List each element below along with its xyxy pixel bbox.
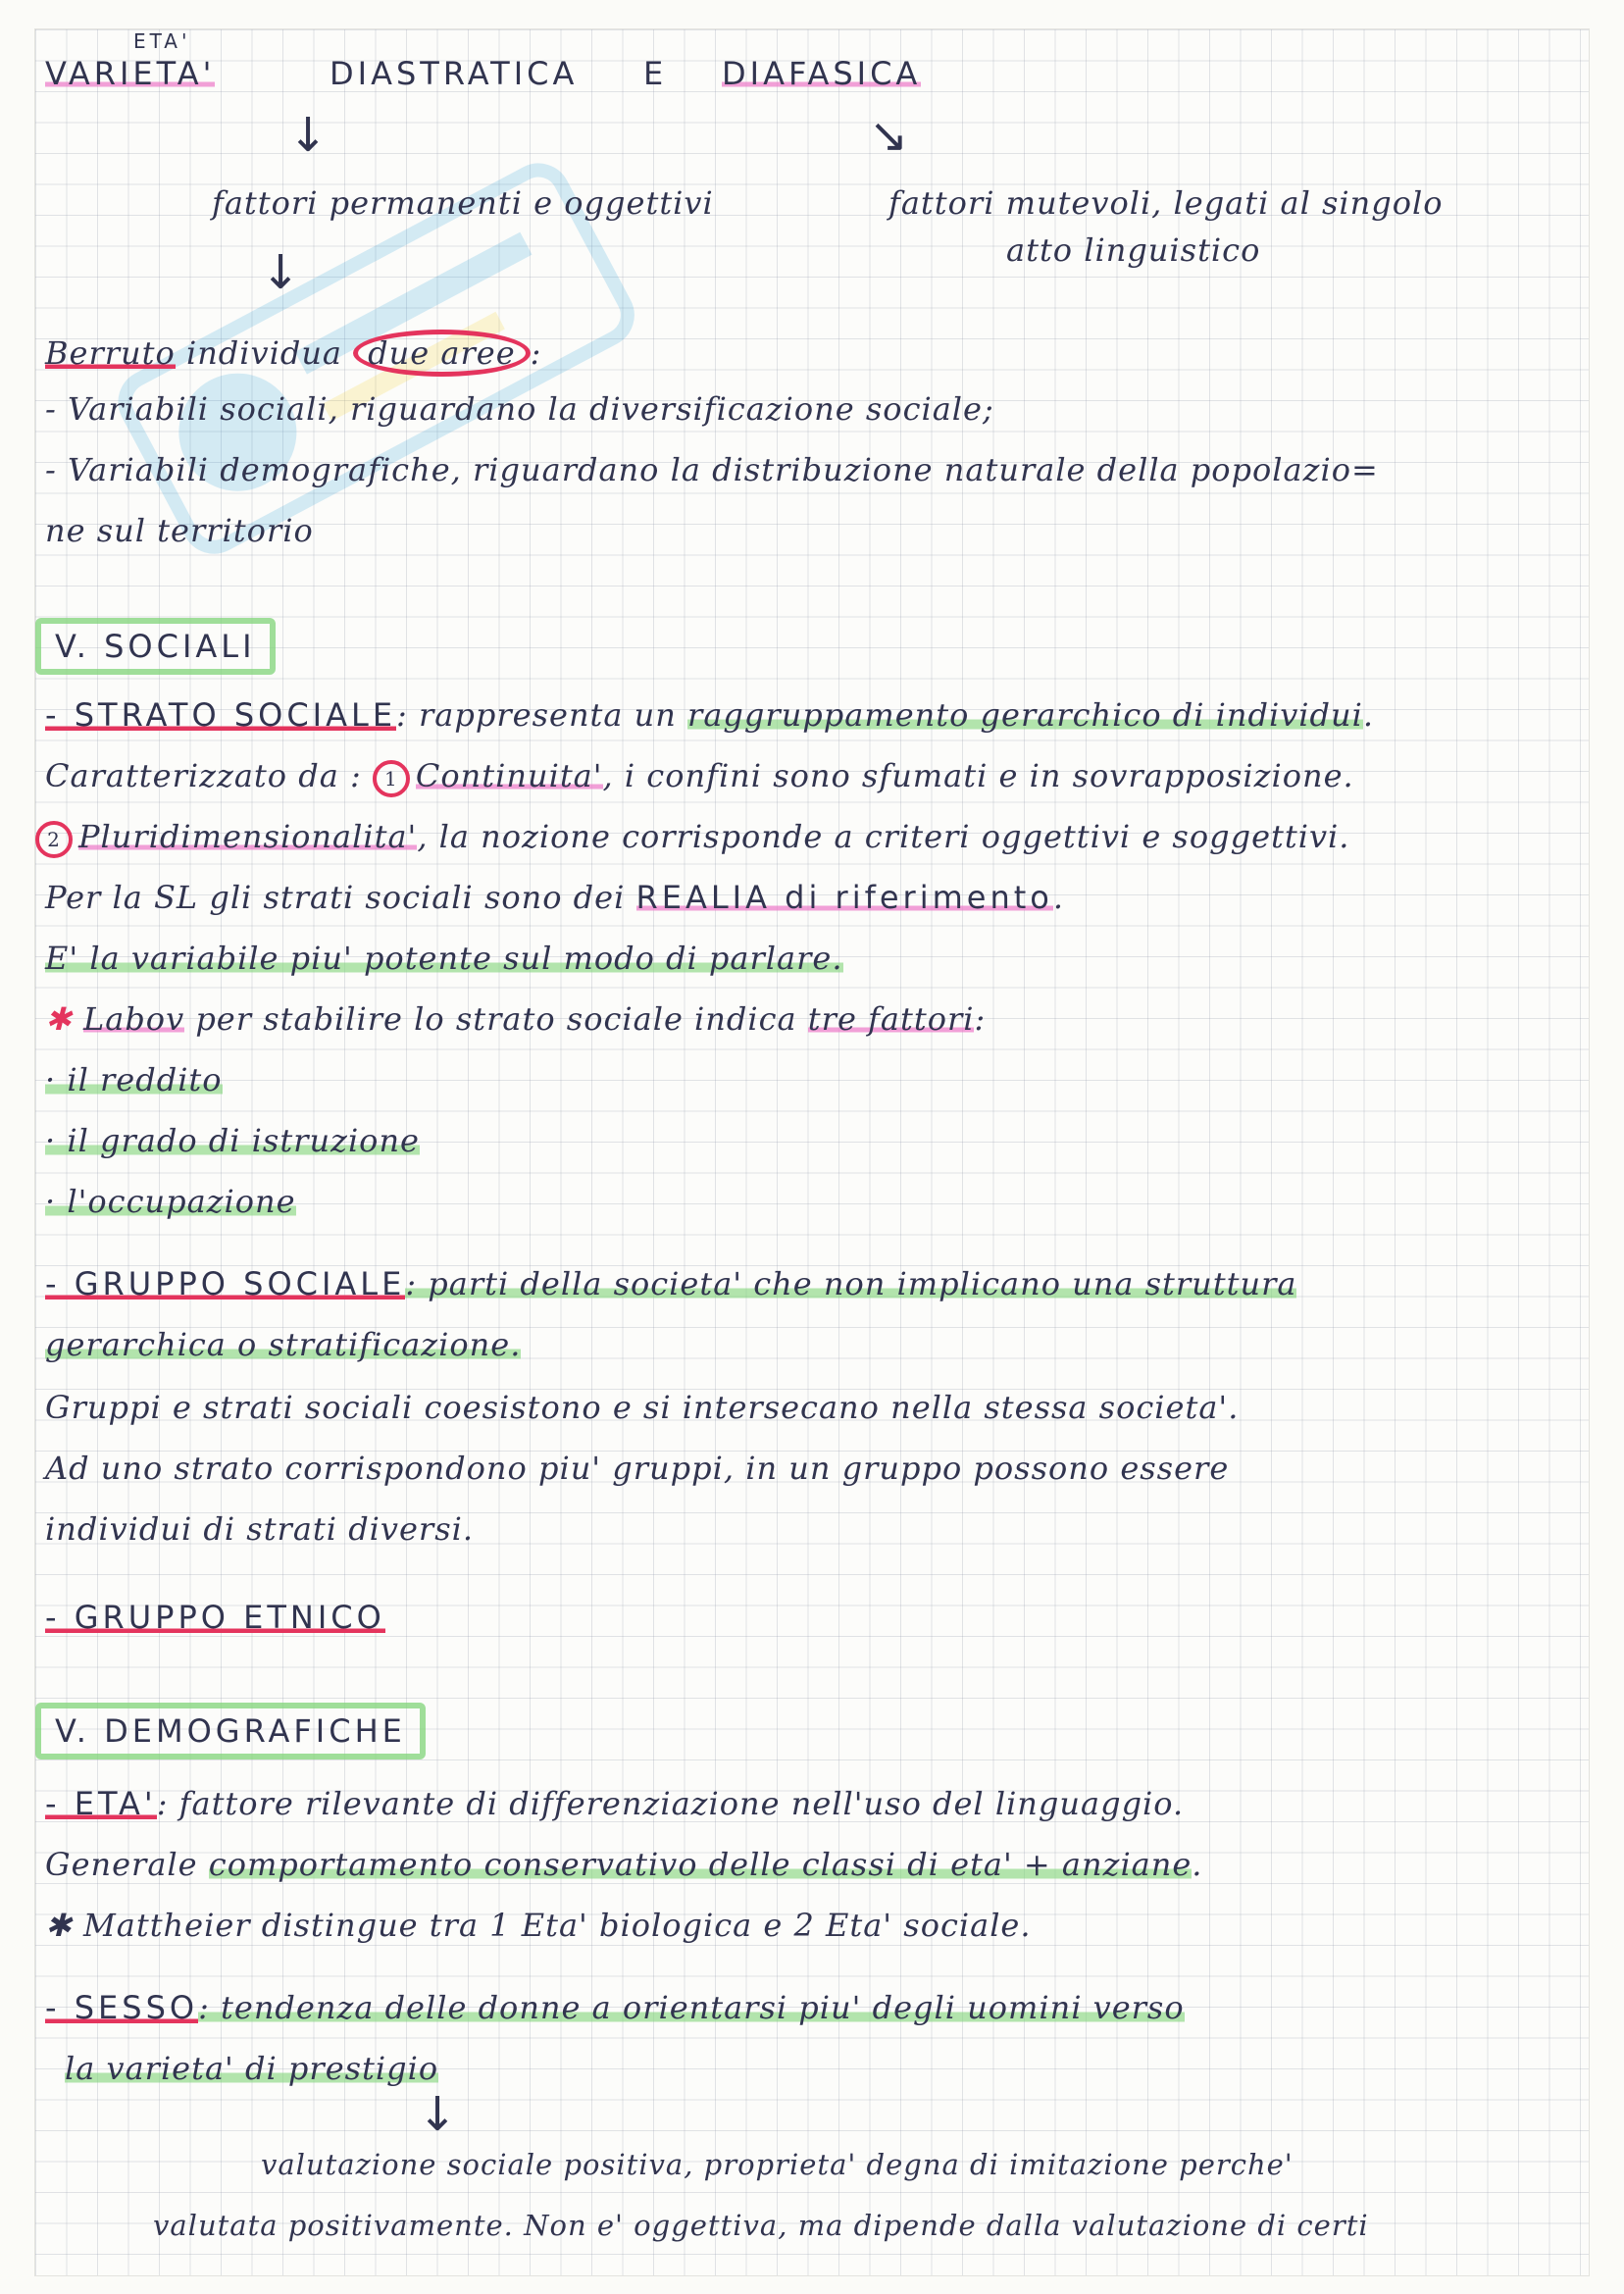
realia-line: Per la SL gli strati sociali sono dei REALIA di riferimento. xyxy=(45,879,1065,916)
right-note-2: atto linguistico xyxy=(1006,231,1261,269)
title-e: E xyxy=(643,55,668,92)
circled-number-1: 1 xyxy=(373,760,410,797)
variabile-line: E' la variabile piu' potente sul modo di parlare. xyxy=(45,940,843,977)
title-diastratica: DIASTRATICA xyxy=(330,55,579,92)
eta-line: - ETA': fattore rilevante di differenziazione nell'uso del linguaggio. xyxy=(45,1785,1185,1822)
pluridimensionalita-line: 2 Pluridimensionalita', la nozione corrisponde a criteri oggettivi e soggettivi. xyxy=(35,818,1349,858)
right-note-1: fattori mutevoli, legati al singolo xyxy=(888,184,1444,222)
title-over: ETA' xyxy=(133,29,191,53)
heading-demografiche: V. DEMOGRAFICHE xyxy=(35,1703,426,1759)
sesso-line: - SESSO: tendenza delle donne a orientarsi piu' degli uomini verso xyxy=(45,1989,1185,2026)
diagonal-arrow-icon: ↘ xyxy=(869,108,909,163)
berruto-line: Berruto individua due aree : xyxy=(45,330,541,377)
notebook-page xyxy=(35,29,1589,2275)
variabili-demografiche-line-2: ne sul territorio xyxy=(45,512,314,549)
gruppo-sociale-line: - GRUPPO SOCIALE: parti della societa' che non implicano una struttura xyxy=(45,1265,1297,1302)
bullet-occupazione: · l'occupazione xyxy=(45,1183,296,1220)
generale-line: Generale comportamento conservativo delle classi di eta' + anziane. xyxy=(45,1846,1203,1883)
circled-number-2: 2 xyxy=(35,821,73,858)
title-varieta: VARIETA' xyxy=(45,55,216,92)
title-diafasica: DIAFASICA xyxy=(722,55,922,92)
circled-due-aree: due aree xyxy=(353,330,530,377)
variabili-demografiche-line: - Variabili demografiche, riguardano la distribuzione naturale della popolazio= xyxy=(45,451,1379,488)
valutazione-line-1: valutazione sociale positiva, proprieta' degna di imitazione perche' xyxy=(261,2148,1294,2181)
valutazione-line-2: valutata positivamente. Non e' oggettiva, ma dipende dalla valutazione di certi xyxy=(153,2209,1369,2242)
down-arrow-icon: ↓ xyxy=(261,245,301,300)
gruppi-line-2: Ad uno strato corrispondono piu' gruppi, in un gruppo possono essere xyxy=(45,1450,1230,1487)
left-note: fattori permanenti e oggettivi xyxy=(212,184,714,222)
variabili-sociali-line: - Variabili sociali, riguardano la diversificazione sociale; xyxy=(45,390,994,428)
heading-sociali: V. SOCIALI xyxy=(35,618,276,675)
mattheier-line: ✱ Mattheier distingue tra 1 Eta' biologica e 2 Eta' sociale. xyxy=(45,1907,1032,1944)
caratterizzato-line: Caratterizzato da : 1 Continuita', i confini sono sfumati e in sovrapposizione. xyxy=(45,757,1354,797)
gruppi-line-1: Gruppi e strati sociali coesistono e si intersecano nella stessa societa'. xyxy=(45,1389,1240,1426)
gruppo-sociale-line-2: gerarchica o stratificazione. xyxy=(45,1326,522,1363)
sesso-line-2: la varieta' di prestigio xyxy=(65,2050,439,2087)
strato-line: - STRATO SOCIALE: rappresenta un raggruppamento gerarchico di individui. xyxy=(45,696,1375,734)
bullet-reddito: · il reddito xyxy=(45,1061,223,1098)
bullet-istruzione: · il grado di istruzione xyxy=(45,1122,420,1159)
down-arrow-icon: ↓ xyxy=(418,2087,458,2142)
gruppo-etnico-line: - GRUPPO ETNICO xyxy=(45,1599,385,1636)
labov-line: ✱ Labov per stabilire lo strato sociale indica tre fattori: xyxy=(45,1000,987,1038)
gruppi-line-3: individui di strati diversi. xyxy=(45,1510,475,1548)
down-arrow-icon: ↓ xyxy=(288,108,329,163)
